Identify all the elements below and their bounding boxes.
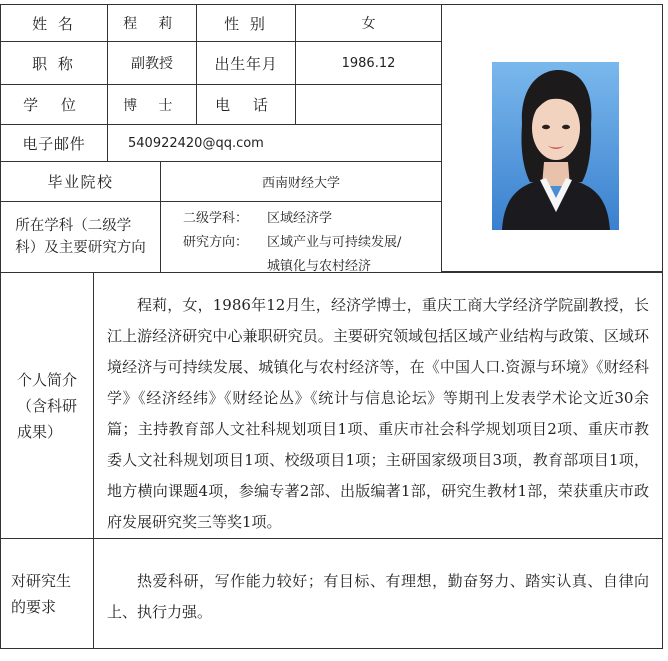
profile-text: 程莉，女，1986年12月生，经济学博士，重庆工商大学经济学院副教授，长江上游经济研究中心兼职研究员。主要研究领域包括区域产业结构与政策、区域环境经济与可持续发展、城镇化与农村经济等，在《中国人口.资源与环境》《财经科学》《经济经纬》《财经论丛》《统计与信息论坛》等期刊上发表学术论文近30余篇；主持教育部人文社科规划项目1项、重庆市社会科学规划项目2项、重庆市教委人文社科规划项目1项、校级项目1项；主研国家级项目3项，教育部项目1项，地方横向课题4项，参编专著2部、出版编著1部，研究生教材1部，荣获重庆市政府发展研究奖三等奖1项。 xyxy=(107,296,649,531)
profile-label xyxy=(17,367,77,445)
title-label-cell xyxy=(0,41,108,85)
requirements-label xyxy=(11,568,71,620)
title-label: 职 称 xyxy=(32,54,76,73)
email-value: 540922420@qq.com xyxy=(128,135,264,151)
name-label-cell xyxy=(0,4,108,42)
discipline-label xyxy=(15,215,146,259)
birth-value: 1986.12 xyxy=(341,55,396,71)
profile-label-line1: 个人简介 xyxy=(16,370,77,389)
phone-label: 电 话 xyxy=(215,96,277,114)
portrait-photo xyxy=(492,62,619,230)
email-value-cell xyxy=(107,124,442,162)
name-value: 程 莉 xyxy=(123,16,181,32)
gender-value: 女 xyxy=(361,16,376,32)
discipline-label-cell xyxy=(0,201,161,273)
requirements-label-line1: 对研究生 xyxy=(11,571,72,590)
portrait-photo-icon xyxy=(492,62,619,230)
school-label: 毕业院校 xyxy=(47,173,114,191)
name-label: 姓 名 xyxy=(32,14,76,33)
degree-label: 学 位 xyxy=(23,96,85,114)
requirements-label-line2: 的要求 xyxy=(11,597,57,616)
birth-label-cell xyxy=(196,41,296,85)
requirements-label-cell xyxy=(0,538,94,649)
title-value: 副教授 xyxy=(131,56,173,72)
discipline-label-line1: 所在学科（二级学 xyxy=(15,218,132,234)
birth-label: 出生年月 xyxy=(214,54,278,73)
school-value-cell xyxy=(160,161,442,202)
email-label-cell xyxy=(0,124,108,162)
profile-label-line2: （含科研 xyxy=(16,396,77,415)
discipline-label-line2: 科）及主要研究方向 xyxy=(15,240,146,256)
phone-label-cell xyxy=(196,84,296,125)
degree-label-cell xyxy=(0,84,108,125)
profile-label-cell xyxy=(0,272,94,539)
research-key: 研究方向： xyxy=(183,235,249,250)
research-value-line2: 城镇化与农村经济 xyxy=(267,259,372,273)
title-value-cell xyxy=(107,41,197,85)
school-label-cell xyxy=(0,161,161,202)
name-value-cell xyxy=(107,4,197,42)
discipline-value-cell xyxy=(160,201,442,273)
gender-label-cell xyxy=(196,4,296,42)
requirements-text: 热爱科研，写作能力较好；有目标、有理想，勤奋努力、踏实认真、自律向上、执行力强。 xyxy=(107,572,649,621)
degree-value-cell xyxy=(107,84,197,125)
subdiscipline-key: 二级学科： xyxy=(183,211,249,226)
birth-value-cell xyxy=(295,41,442,85)
gender-label: 性 别 xyxy=(224,14,268,33)
school-value: 西南财经大学 xyxy=(261,176,340,191)
email-label: 电子邮件 xyxy=(22,134,86,153)
phone-value-cell xyxy=(295,84,442,125)
subdiscipline-value: 区域经济学 xyxy=(267,211,333,226)
research-value-line1: 区域产业与可持续发展/ xyxy=(267,235,402,250)
degree-value: 博 士 xyxy=(123,97,181,114)
profile-label-line3: 成果） xyxy=(16,422,62,441)
gender-value-cell xyxy=(295,4,442,42)
